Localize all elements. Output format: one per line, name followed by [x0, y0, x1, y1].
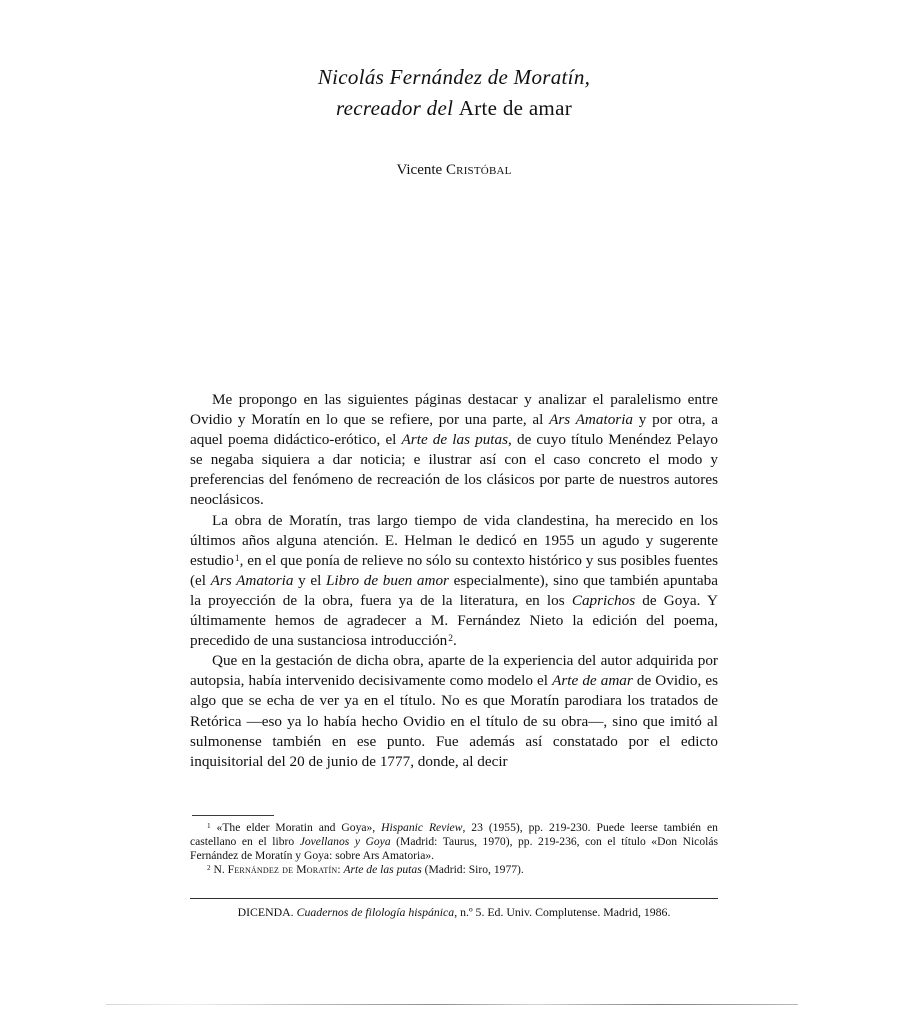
- p1-part-3: , de cuyo título Menéndez Pelayo se negaba siquiera a dar noticia; e ilustrar así con el caso concreto el modo y preferencias del fenómeno de recreación de los clásicos por parte de nuestros autores neoclásicos.: [190, 431, 718, 509]
- footnotes-section: [190, 821, 718, 877]
- fn1-part-3: (Madrid: Taurus, 1970), pp. 219-236, con el título «Don Nicolás Fernández de Moratín y Goya: sobre Ars Amatoria».: [190, 835, 719, 863]
- fn1-part-2: , 23 (1955), pp. 219-230. Puede leerse también en castellano en el libro: [190, 821, 718, 849]
- p2-part-2: , en el que ponía de relieve no sólo su contexto histórico y sus posibles fuentes (el: [190, 551, 718, 589]
- journal-citation-footer: [190, 905, 718, 920]
- title-line-1-text: Nicolás Fernández de Moratín,: [317, 65, 591, 89]
- footnote-2-marker: 2: [207, 864, 211, 873]
- p3-part-2: de Ovidio, es algo que se echa de ver ya en el título. No es que Moratín parodiara los tratados de Retórica —eso ya lo había hecho Ovidio en el título de su obra—, sino que imitó al sulmonense también en ese punto. Fue además así constatado por el edicto inquisitorial del 20 de junio de 1777, donde, al decir: [190, 672, 718, 770]
- fn2-part-1: N.: [210, 863, 228, 877]
- footer-italic-1: Cuadernos de filología hispánica: [296, 905, 455, 919]
- fn2-smallcaps-author: Fernández de Moratín: [227, 863, 338, 877]
- footer-part-1: DICENDA.: [237, 905, 297, 919]
- footnote-separator-rule: [192, 815, 274, 816]
- p3-part-1: Que en la gestación de dicha obra, aparte de la experiencia del autor adquirida por autopsia, había intervenido decisivamente como modelo el: [190, 652, 718, 690]
- p2-part-4: especialmente), sino que también apuntaba la proyección de la obra, fuera ya de la literatura, en los: [190, 571, 719, 609]
- footer-separator-rule: [190, 898, 718, 899]
- author-byline: [190, 160, 718, 180]
- p2-part-1: La obra de Moratín, tras largo tiempo de vida clandestina, ha merecido en los últimos años alguna atención. E. Helman le dedicó en 1955 un agudo y sugerente estudio: [190, 511, 718, 569]
- p1-part-2: y por otra, a aquel poema didáctico-erótico, el: [190, 411, 718, 449]
- fn1-italic-1: Hispanic Review: [381, 821, 463, 834]
- p1-italic-2: Arte de las putas: [401, 431, 509, 449]
- fn2-part-3: (Madrid: Siro, 1977).: [421, 863, 524, 877]
- page-title: [190, 62, 718, 124]
- p2-italic-3: Caprichos: [571, 591, 636, 609]
- author-first-name: Vicente: [396, 162, 443, 178]
- footnote-1: [190, 821, 718, 863]
- p2-part-3: y el: [293, 571, 326, 589]
- p1-italic-1: Ars Amatoria: [549, 411, 634, 429]
- body-paragraph-1: [190, 390, 718, 511]
- title-line-2-roman: Arte de amar: [458, 96, 572, 120]
- p2-part-5: de Goya. Y últimamente hemos de agradecer a M. Fernández Nieto la edición del poema, precedido de una sustanciosa introducción: [190, 591, 718, 650]
- title-line-1: [190, 62, 718, 93]
- fn2-italic-1: Arte de las putas: [343, 863, 422, 877]
- p2-part-6: .: [452, 632, 457, 650]
- p2-italic-2: Libro de buen amor: [325, 571, 449, 589]
- footnote-marker-2[interactable]: 2: [448, 633, 453, 644]
- footer-part-2: , n.º 5. Ed. Univ. Complutense. Madrid, 1986.: [454, 905, 671, 919]
- footnote-marker-1[interactable]: 1: [234, 553, 240, 564]
- footnote-1-marker: 1: [207, 821, 211, 830]
- footnote-2: [190, 863, 718, 877]
- fn2-part-2: :: [337, 863, 344, 877]
- body-paragraph-2: [190, 511, 718, 652]
- scan-edge-artifact: [106, 1004, 798, 1005]
- p3-italic-1: Arte de amar: [552, 672, 633, 690]
- title-line-2-italic: recreador del: [335, 96, 454, 120]
- article-body: [190, 390, 718, 772]
- title-line-2: [190, 93, 718, 124]
- fn1-part-1: «The elder Moratin and Goya»,: [210, 821, 382, 834]
- p2-italic-1: Ars Amatoria: [210, 571, 294, 589]
- p1-part-1: Me propongo en las siguientes páginas destacar y analizar el paralelismo entre Ovidio y Moratín en lo que se refiere, por una parte, al: [190, 391, 718, 429]
- body-paragraph-3: [190, 651, 718, 772]
- author-surname: Cristóbal: [445, 162, 512, 178]
- fn1-italic-2: Jovellanos y Goya: [299, 835, 391, 849]
